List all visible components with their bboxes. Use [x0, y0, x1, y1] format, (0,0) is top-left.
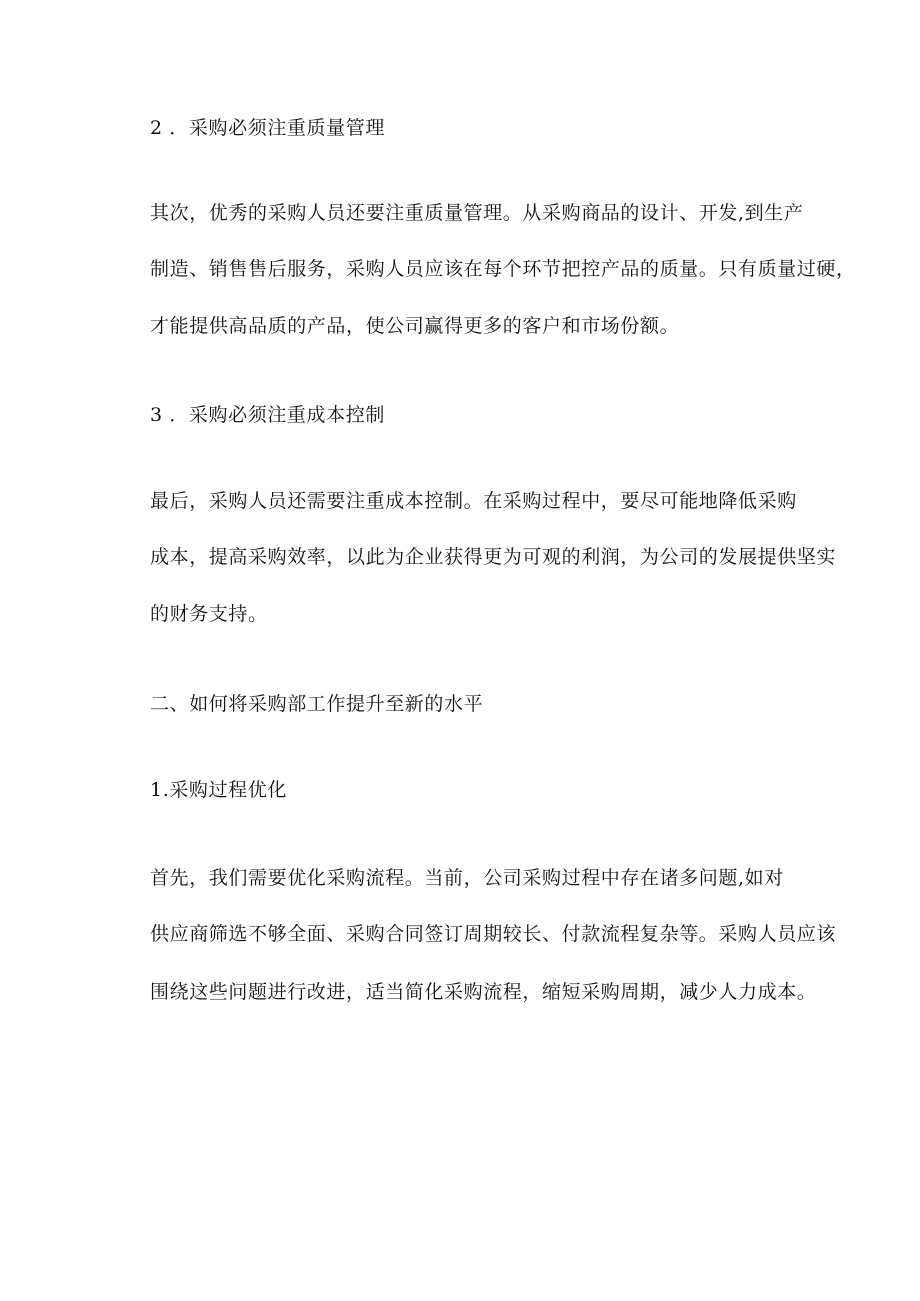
- heading-cost-control: 3 ．采购必须注重成本控制: [150, 404, 385, 426]
- section-title-improvement: 二、如何将采购部工作提升至新的水平: [150, 693, 484, 715]
- paragraph-process-line-1: 首先，我们需要优化采购流程。当前，公司采购过程中存在诸多问题,如对: [150, 867, 784, 889]
- subsection-title-process-optimization: 1.采购过程优化: [150, 779, 287, 801]
- paragraph-process-line-2: 供应商筛选不够全面、采购合同签订周期较长、付款流程复杂等。采购人员应该: [150, 923, 837, 945]
- paragraph-cost-line-3: 的财务支持。: [150, 603, 268, 625]
- paragraph-cost-line-2: 成本，提高采购效率，以此为企业获得更为可观的利润，为公司的发展提供坚实: [150, 546, 837, 568]
- paragraph-cost-line-1: 最后，采购人员还需要注重成本控制。在采购过程中，要尽可能地降低采购: [150, 490, 797, 512]
- paragraph-quality-line-2: 制造、销售售后服务，采购人员应该在每个环节把控产品的质量。只有质量过硬，: [150, 258, 856, 280]
- paragraph-quality-line-1: 其次，优秀的采购人员还要注重质量管理。从采购商品的设计、开发,到生产: [150, 202, 804, 224]
- paragraph-quality-line-3: 才能提供高品质的产品，使公司赢得更多的客户和市场份额。: [150, 315, 680, 337]
- heading-quality-management: 2 ．采购必须注重质量管理: [150, 117, 385, 139]
- paragraph-process-line-3: 围绕这些问题进行改进，适当简化采购流程，缩短采购周期，减少人力成本。: [150, 981, 817, 1003]
